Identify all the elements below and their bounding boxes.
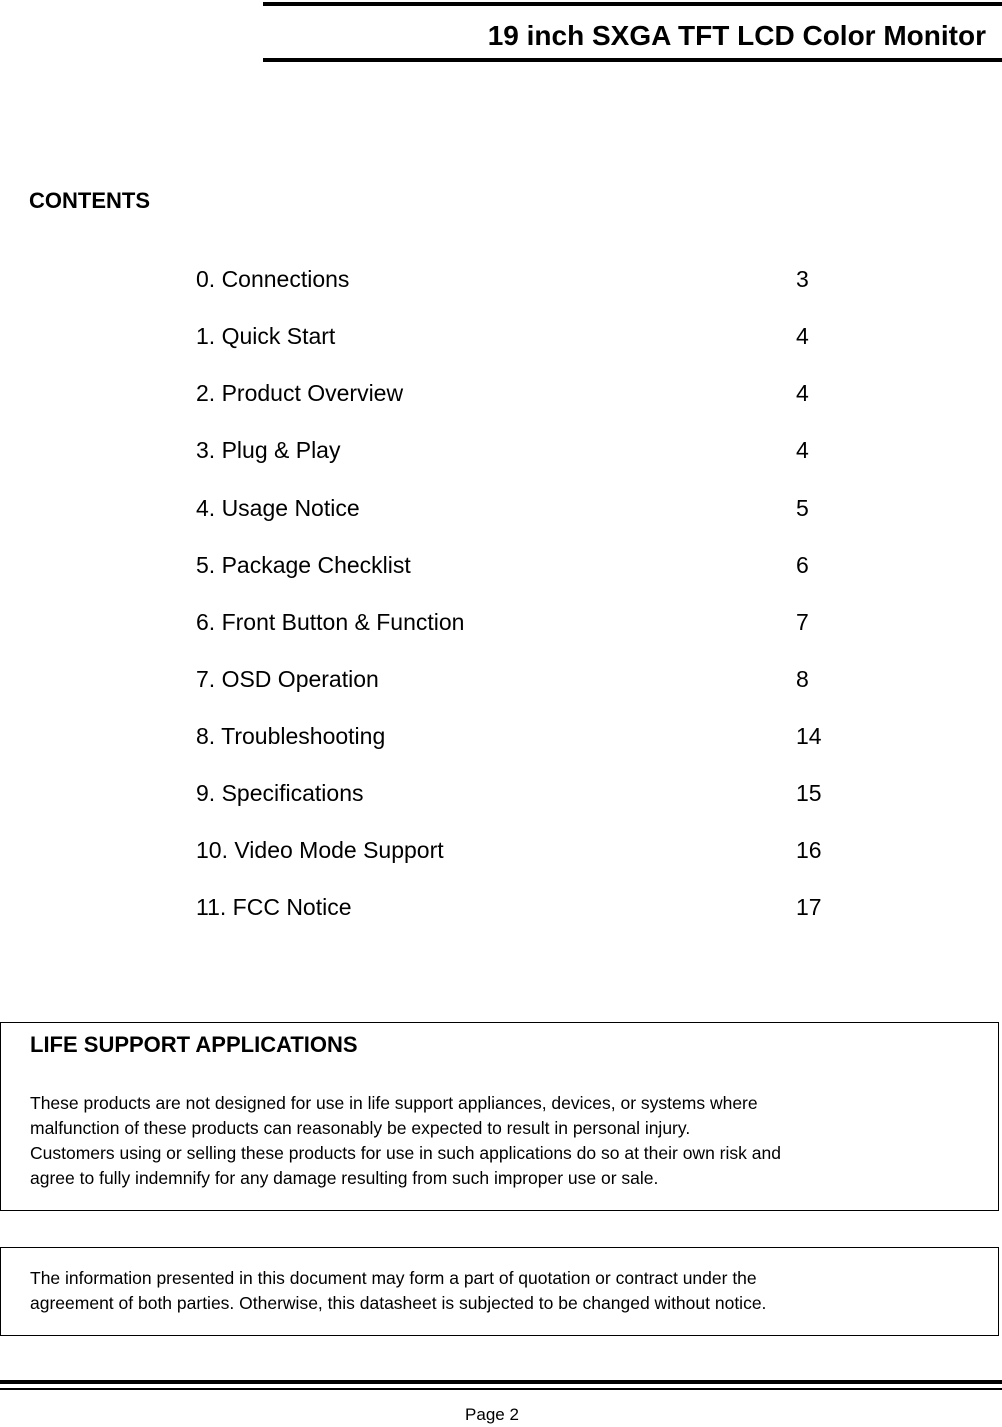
toc-entry[interactable] [196,436,846,464]
life-support-line: These products are not designed for use in life support appliances, devices, or systems where [30,1093,758,1113]
toc-entry-page: 15 [796,780,822,806]
toc-entry-label: 9. Specifications [196,780,364,806]
life-support-text [30,1091,781,1191]
footer-rule-thin [0,1388,1002,1390]
toc-entry-page: 17 [796,894,822,920]
toc-entry-page: 4 [796,437,809,463]
toc-entry-page: 16 [796,837,822,863]
toc-entry-label: 2. Product Overview [196,380,404,406]
toc-entry[interactable] [196,551,846,579]
footer-rule-thick [0,1380,1002,1384]
toc-entry[interactable] [196,494,846,522]
header-rule-bottom [263,58,1002,62]
toc-entry-page: 3 [796,266,809,292]
toc-entry-label: 7. OSD Operation [196,666,379,692]
toc-entry-label: 0. Connections [196,266,350,292]
life-support-line: agree to fully indemnify for any damage resulting from such improper use or sale. [30,1168,659,1188]
toc-entry-page: 6 [796,552,809,578]
life-support-line: Customers using or selling these products for use in such applications do so at their own risk and [30,1143,781,1163]
datasheet-notice-text [30,1266,766,1316]
toc-entry-label: 5. Package Checklist [196,552,411,578]
toc-entry[interactable] [196,608,846,636]
life-support-heading: LIFE SUPPORT APPLICATIONS [30,1032,358,1057]
toc-entry-page: 4 [796,380,809,406]
toc-entry[interactable] [196,779,846,807]
datasheet-notice-box [0,1247,999,1336]
toc-entry-label: 3. Plug & Play [196,437,341,463]
document-title: 19 inch SXGA TFT LCD Color Monitor [487,20,986,51]
toc-entry-page: 8 [796,666,809,692]
header-rule-top [263,2,1002,6]
toc-entry-label: 11. FCC Notice [196,894,352,920]
toc-entry[interactable] [196,893,846,921]
toc-entry-label: 4. Usage Notice [196,495,360,521]
page-number: Page 2 [465,1405,519,1424]
toc-entry[interactable] [196,665,846,693]
toc-entry-page: 14 [796,723,822,749]
toc-entry-label: 1. Quick Start [196,323,336,349]
datasheet-notice-line: The information presented in this document may form a part of quotation or contract under the [30,1268,757,1288]
toc-entry-label: 10. Video Mode Support [196,837,444,863]
toc-entry-page: 5 [796,495,809,521]
life-support-line: malfunction of these products can reasonably be expected to result in personal injury. [30,1118,691,1138]
life-support-box [0,1022,999,1211]
toc-entry-label: 6. Front Button & Function [196,609,465,635]
toc-entry[interactable] [196,836,846,864]
datasheet-notice-line: agreement of both parties. Otherwise, this datasheet is subjected to be changed without notice. [30,1293,767,1313]
toc-entry-page: 4 [796,323,809,349]
toc-entry[interactable] [196,722,846,750]
toc-entry[interactable] [196,379,846,407]
toc-entry[interactable] [196,322,846,350]
toc-entry-label: 8. Troubleshooting [196,723,386,749]
toc-entry[interactable] [196,265,846,293]
toc-entry-page: 7 [796,609,809,635]
contents-heading: CONTENTS [29,188,150,213]
